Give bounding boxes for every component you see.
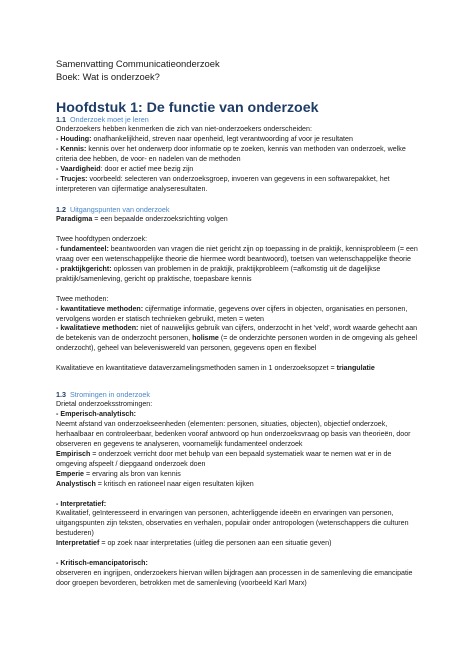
section-body-1-2 (56, 215, 422, 374)
section-body-1-1 (56, 125, 422, 195)
paragraph: Twee hoofdtypen onderzoek: (56, 234, 148, 243)
document-header (56, 57, 220, 83)
paragraph: Onderzoekers hebben kenmerken die zich van niet-onderzoekers onderscheiden: (56, 125, 312, 133)
header-line-2: Boek: Wat is onderzoek? (56, 71, 160, 82)
section-heading-1-3 (56, 390, 150, 400)
term-label: - Kennis: (56, 144, 87, 153)
paragraph: Drietal onderzoeksstromingen: (56, 400, 153, 408)
section-number: 1.1 (56, 115, 66, 124)
term-text: = een bepaalde onderzoeksrichting volgen (92, 215, 228, 223)
paragraph-analytisch (56, 480, 422, 490)
section-number: 1.3 (56, 390, 66, 399)
subheading-interpretatief: - Interpretatief: (56, 499, 107, 508)
paragraph-vaardigheid (56, 165, 422, 175)
chapter-title: Hoofdstuk 1: De functie van onderzoek (56, 100, 319, 116)
paragraph-interpretatief (56, 539, 422, 549)
term-label: - praktijkgericht: (56, 264, 112, 273)
term-text: beantwoorden van vragen die niet gericht zijn op toepassing in de praktijk, kennisprobleem (= een vraag over een wetenschappelijke theorie die hiermee wordt beantwoord), toetsen van wetenschappelijke theorie (56, 244, 418, 263)
term-label: - Trucjes: (56, 174, 88, 183)
term-text: niet of nauwelijks gebruik van cijfers, onderzocht in het 'veld', wordt waarde gehecht aan de betekenis van de onderzocht personen, (56, 324, 418, 343)
paragraph-empirisch (56, 450, 422, 470)
paragraph: observeren en ingrijpen, onderzoekers hiervan willen bijdragen aan processen in de samenleving die emancipatie door groepen bevorderen, betrokken met de samenleving (voorbeeld Karl Marx) (56, 569, 413, 588)
paragraph-triangulatie (56, 364, 422, 374)
term-label: Paradigma (56, 215, 93, 223)
term-text: Kwalitatieve en kwantitatieve dataverzamelingsmethoden samen in 1 onderzoeksopzet = (56, 364, 337, 373)
paragraph: Kwalitatief, geïnteresseerd in ervaringen van personen, achterliggende ideeën en ervaringen van personen, uitgangspunten zijn teksten, observaties en verhalen, populair onder antropologen (wetenschappers die culturen bestuderen) (56, 509, 409, 538)
term-text: (= de onderzichte personen worden in de omgeving als geheel onderzocht), geheel van beleveniswereld van personen, gegevens open en flexibel (56, 334, 418, 353)
term-label: - kwalitatieve methoden: (56, 324, 139, 333)
subheading-kritisch-emancipatorisch: - Kritisch-emancipatorisch: (56, 559, 148, 568)
term-text: kennis over het onderwerp door informatie op te zoeken, kennis van methoden van onderzoek, welke criteria dee hebben, de voor- en nadelen van de methoden (56, 144, 406, 163)
term-label: - kwantitatieve methoden: (56, 304, 144, 313)
paragraph-houding (56, 135, 422, 145)
term-text: = onderzoek verricht door met behulp van een bepaald systematiek waar te nemen wat er in de omgeving afspeelt / diepgaand onderzoek doen (56, 449, 392, 468)
term-text: oplossen van problemen in de praktijk, praktijkprobleem (=afkomstig uit de dagelijkse praktijk/samenleving, gericht op praktische, toepasbare kennis (56, 264, 381, 283)
term-text: onafhankelijkheid, streven naar openheid, legt verantwoording af voor je resultaten (91, 134, 353, 143)
section-heading-1-1 (56, 115, 149, 125)
subheading-empirisch-analytisch: - Emperisch-analytisch: (56, 409, 137, 418)
term-label: - Houding: (56, 134, 92, 143)
term-label: Analystisch (56, 479, 96, 488)
section-title: Uitgangspunten van onderzoek (70, 205, 170, 214)
paragraph-fundamenteel (56, 245, 422, 265)
paragraph-paradigma (56, 215, 422, 225)
paragraph-trucjes (56, 175, 422, 195)
section-number: 1.2 (56, 205, 66, 214)
term-label: - Vaardigheid (56, 164, 101, 173)
section-body-1-3 (56, 400, 422, 589)
paragraph-kwantitatief (56, 305, 422, 325)
term-label: Emperie (56, 469, 84, 478)
header-line-1: Samenvatting Communicatieonderzoek (56, 58, 220, 69)
term-label: triangulatie (336, 364, 375, 373)
paragraph-emperie (56, 470, 422, 480)
term-label: holisme (192, 334, 219, 343)
paragraph: Neemt afstand van onderzoekseenheden (elementen: personen, situaties, objecten), objectief onderzoek, herhaalbaar en controleerbaar, bedenken vooraf antwoord op hun onderzoeksvraag op basis van theorieën, door observeren en gegevens te analyseren, voornamelijk fundamenteel onderzoek (56, 419, 411, 448)
paragraph: Twee methoden: (56, 294, 109, 303)
term-label: - fundamenteel: (56, 244, 109, 253)
term-text: voorbeeld: selecteren van onderzoeksgroep, invoeren van gegevens in een softwarepakket, het interpreteren van cijfermatige analyseresultaten. (56, 174, 390, 193)
term-text: = ervaring als bron van kennis (84, 469, 181, 478)
paragraph-kwalitatief (56, 324, 422, 354)
section-heading-1-2 (56, 205, 170, 215)
paragraph-praktijkgericht (56, 265, 422, 285)
term-label: Empirisch (56, 449, 91, 458)
section-title: Onderzoek moet je leren (70, 115, 149, 124)
paragraph-kennis (56, 145, 422, 165)
term-text: = kritisch en rationeel naar eigen resultaten kijken (95, 479, 254, 488)
term-label: Interpretatief (56, 539, 100, 548)
term-text: = op zoek naar interpretaties (uitleg die personen aan een situatie geven) (99, 539, 332, 548)
term-text: : door er actief mee bezig zijn (100, 164, 194, 173)
section-title: Stromingen in onderzoek (70, 390, 150, 399)
term-text: cijfermatige informatie, gegevens over cijfers in objecten, organisaties en personen, vervolgens worden er statisch technieken gebruikt, meten = weten (56, 304, 408, 323)
